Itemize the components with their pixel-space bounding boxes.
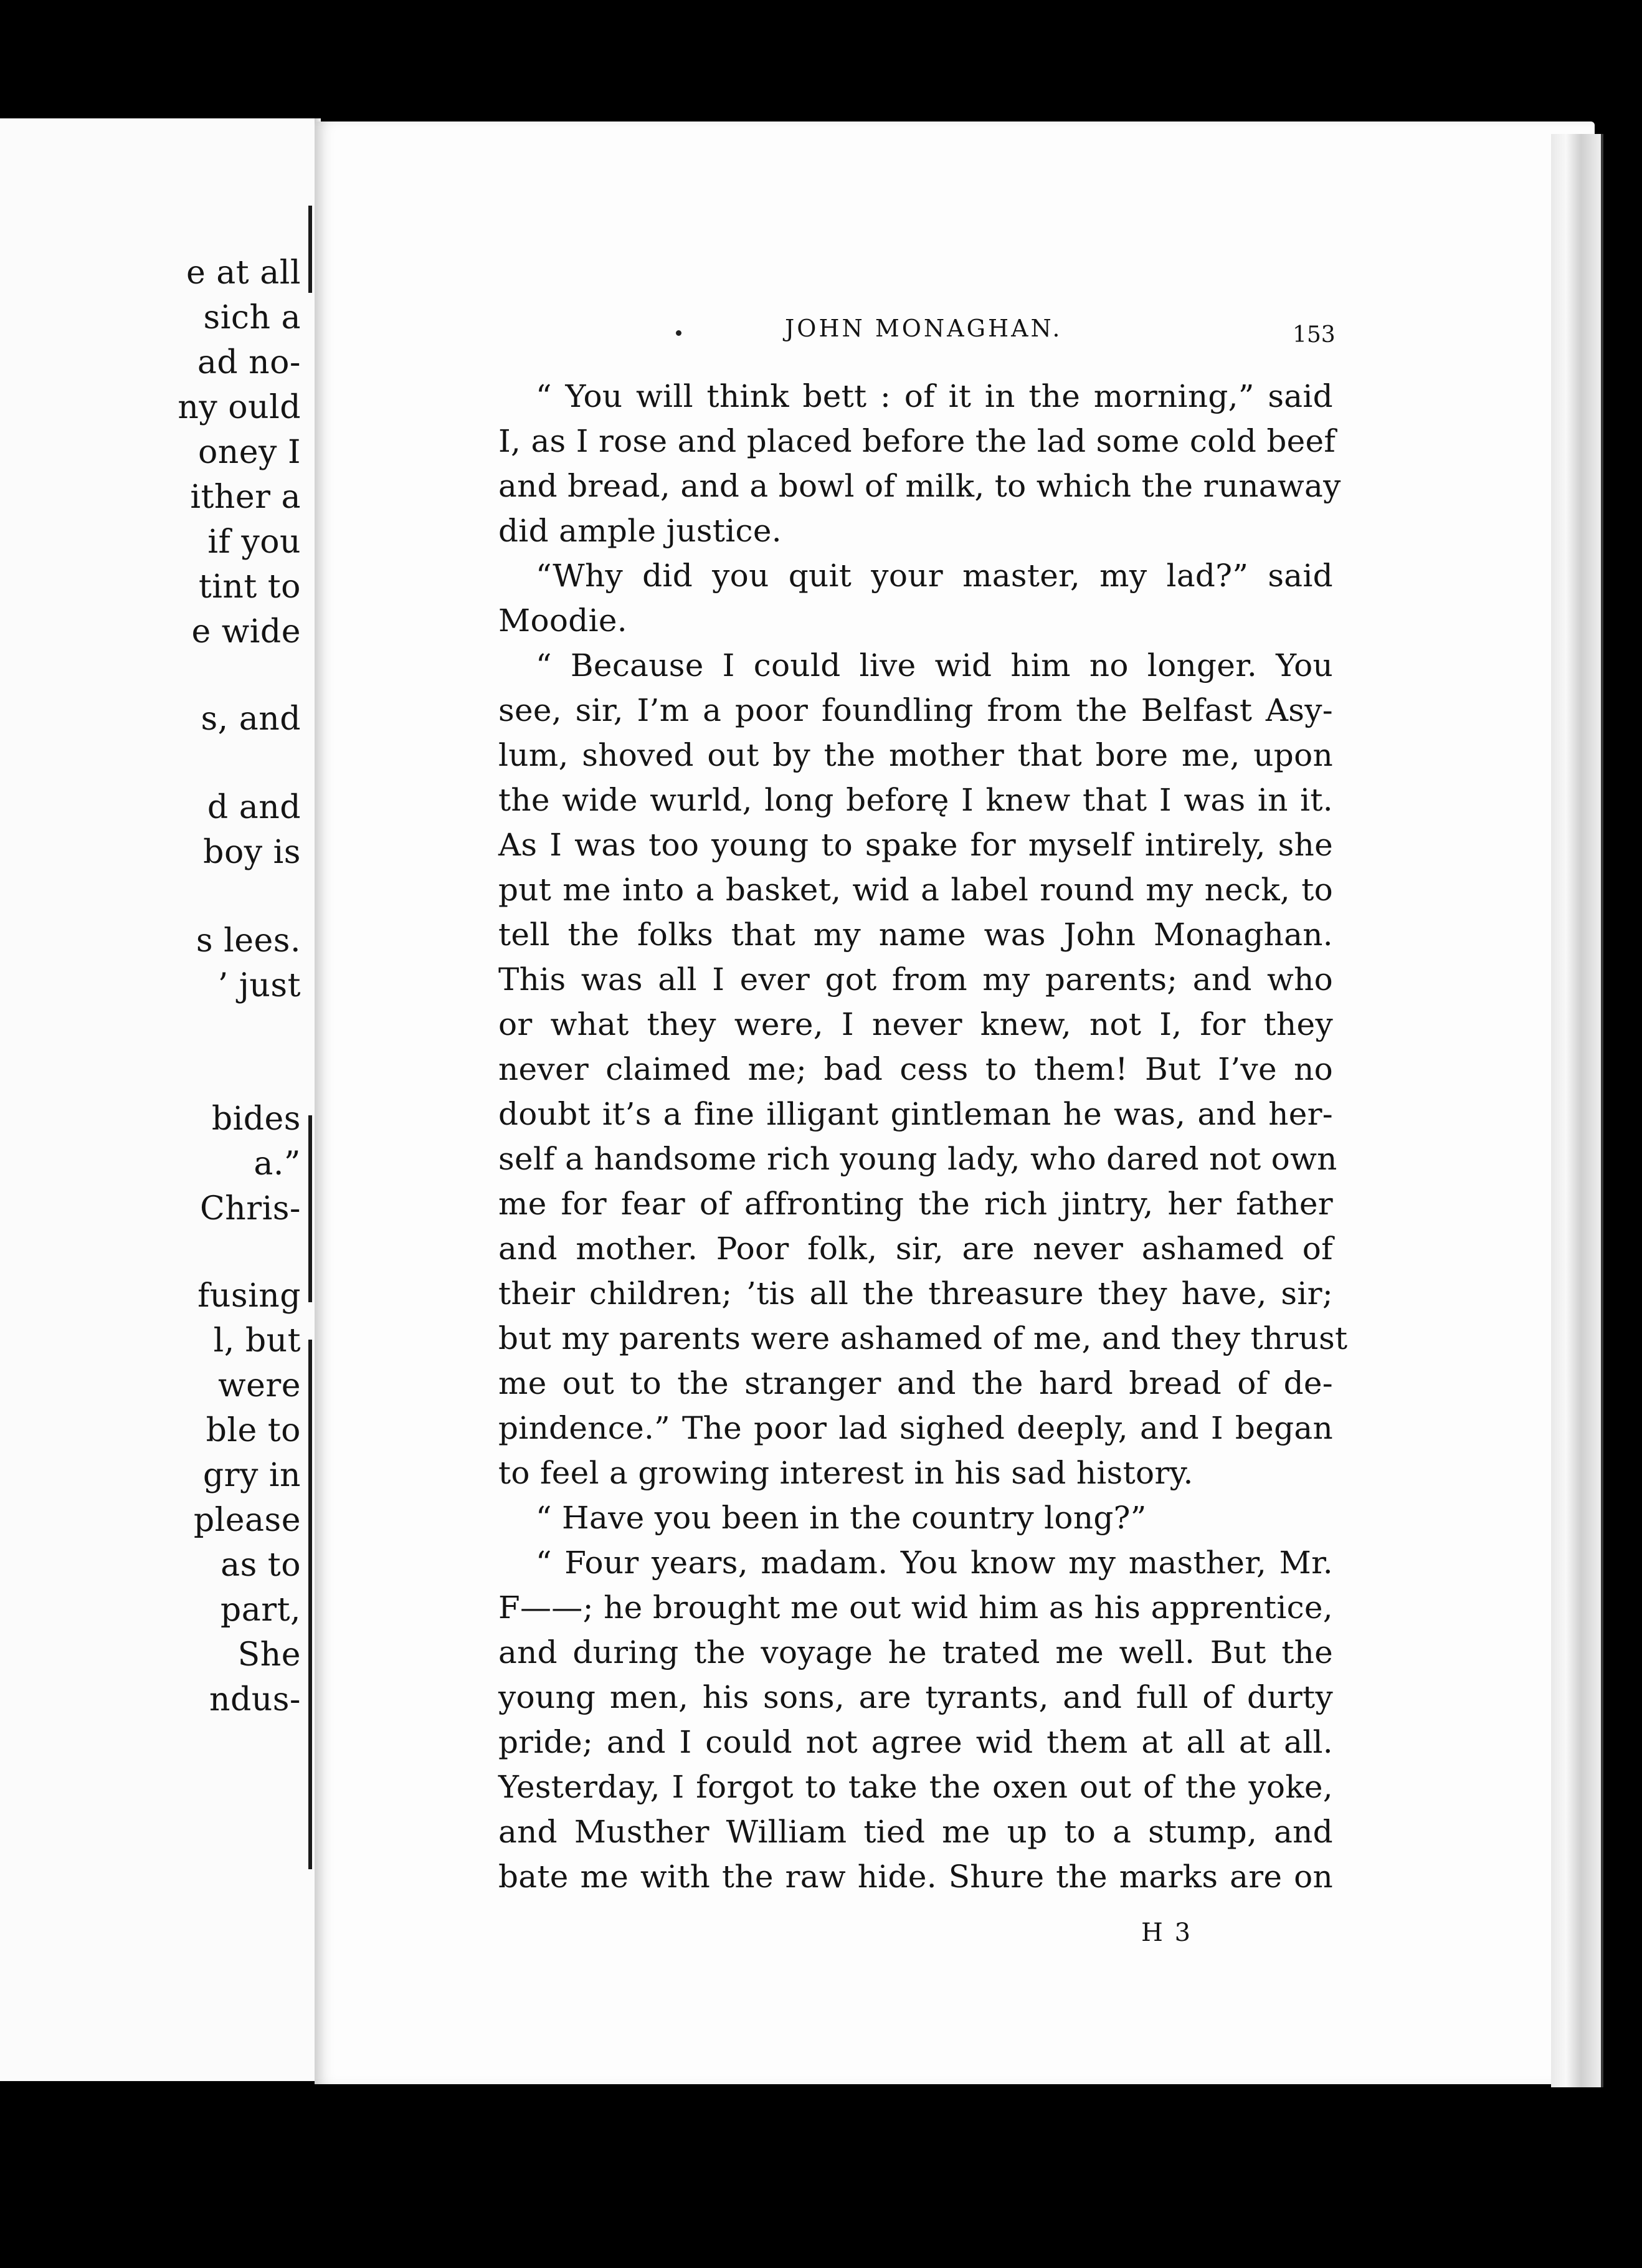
text-line: This was all I ever got from my parents; and who [498,961,1333,998]
body-text [498,374,1348,1899]
text-line: pindence.” The poor lad sighed deeply, and I began [498,1410,1333,1446]
page-edge [1551,134,1603,2087]
left-page-line: please [193,1502,301,1539]
text-line: the wide wurld, long beforę I knew that I was in it. [498,782,1333,818]
text-line: As I was too young to spake for myself intirely, she [498,827,1333,863]
text-line: put me into a basket, wid a label round my neck, to [498,872,1333,908]
left-page-line: part, [220,1591,301,1629]
text-line: Moodie. [498,603,627,639]
text-line: tell the folks that my name was John Monaghan. [498,917,1333,953]
left-page-line: if you [207,523,301,561]
text-line: I, as I rose and placed before the lad some cold beef [498,423,1336,459]
text-line: lum, shoved out by the mother that bore me, upon [498,737,1333,773]
left-page-line: sich a [203,299,301,336]
signature-mark: H 3 [1141,1918,1193,1947]
text-line: me out to the stranger and the hard bread of de- [498,1365,1333,1401]
text-line: and mother. Poor folk, sir, are never ashamed of [498,1231,1333,1267]
text-line: me for fear of affronting the rich jintry, her father [498,1186,1333,1222]
text-line: see, sir, I’m a poor foundling from the Belfast Asy- [498,692,1333,728]
page-number: 153 [1293,322,1336,348]
binding-mark [308,206,312,293]
text-line: never claimed me; bad cess to them! But I’ve no [498,1051,1333,1087]
text-line: bate me with the raw hide. Shure the marks are on [498,1859,1333,1895]
left-page-line: l, but [213,1322,301,1360]
left-page-line: bides [211,1100,301,1138]
left-page-line: boy is [203,834,301,871]
left-page-line: s, and [201,700,301,738]
left-page-line: tint to [198,568,301,606]
left-page-line: Chris- [199,1190,301,1227]
left-page-line: ble to [206,1412,301,1449]
left-page-line: were [218,1367,301,1404]
left-page-line: as to [221,1546,301,1584]
left-page-line: oney I [197,434,301,471]
text-line: “ Have you been in the country long?” [536,1500,1147,1536]
text-line: “ Four years, madam. You know my masther, Mr. [536,1545,1333,1581]
left-page-line: d and [207,789,301,826]
text-line: and bread, and a bowl of milk, to which the runaway [498,468,1341,504]
left-page-line: ’ just [217,967,301,1004]
left-page-line: She [237,1636,301,1674]
text-line: doubt it’s a fine illigant gintleman he was, and her- [498,1096,1333,1132]
left-facing-page [0,118,316,2081]
text-line: and during the voyage he trated me well. But the [498,1634,1333,1670]
text-line: pride; and I could not agree wid them at all at all. [498,1724,1333,1760]
text-line: to feel a growing interest in his sad history. [498,1455,1194,1491]
text-line: or what they were, I never knew, not I, for they [498,1006,1333,1042]
running-head-dot [676,330,681,336]
text-line: F——; he brought me out wid him as his apprentice, [498,1589,1333,1626]
left-page-line: ny ould [178,389,301,426]
binding-mark [308,1115,312,1302]
left-page-line: s lees. [196,922,301,960]
binding-mark [308,1340,312,1869]
left-page-line: e wide [191,613,301,650]
left-page-line: ndus- [209,1681,301,1718]
text-line: young men, his sons, are tyrants, and full of durty [498,1679,1333,1715]
left-page-line: ad no- [197,344,301,381]
text-line: and Musther William tied me up to a stump, and [498,1814,1333,1850]
left-page-line: e at all [186,254,301,292]
running-head-title: JOHN MONAGHAN. [785,315,1063,342]
text-line: their children; ’tis all the threasure they have, sir; [498,1275,1333,1312]
text-line: “ Because I could live wid him no longer. You [536,647,1333,684]
text-line: did ample justice. [498,513,782,549]
text-line: “Why did you quit your master, my lad?” said [536,558,1333,594]
text-line: “ You will think bett : of it in the morning,” said [536,378,1333,414]
text-line: but my parents were ashamed of me, and they thrust [498,1320,1348,1356]
text-line: Yesterday, I forgot to take the oxen out of the yoke, [498,1769,1333,1805]
text-line: self a handsome rich young lady, who dared not own [498,1141,1337,1177]
left-page-line: ither a [190,479,301,516]
left-page-line: gry in [202,1457,301,1494]
left-page-line: a.” [254,1145,301,1183]
left-page-line: fusing [197,1277,301,1315]
